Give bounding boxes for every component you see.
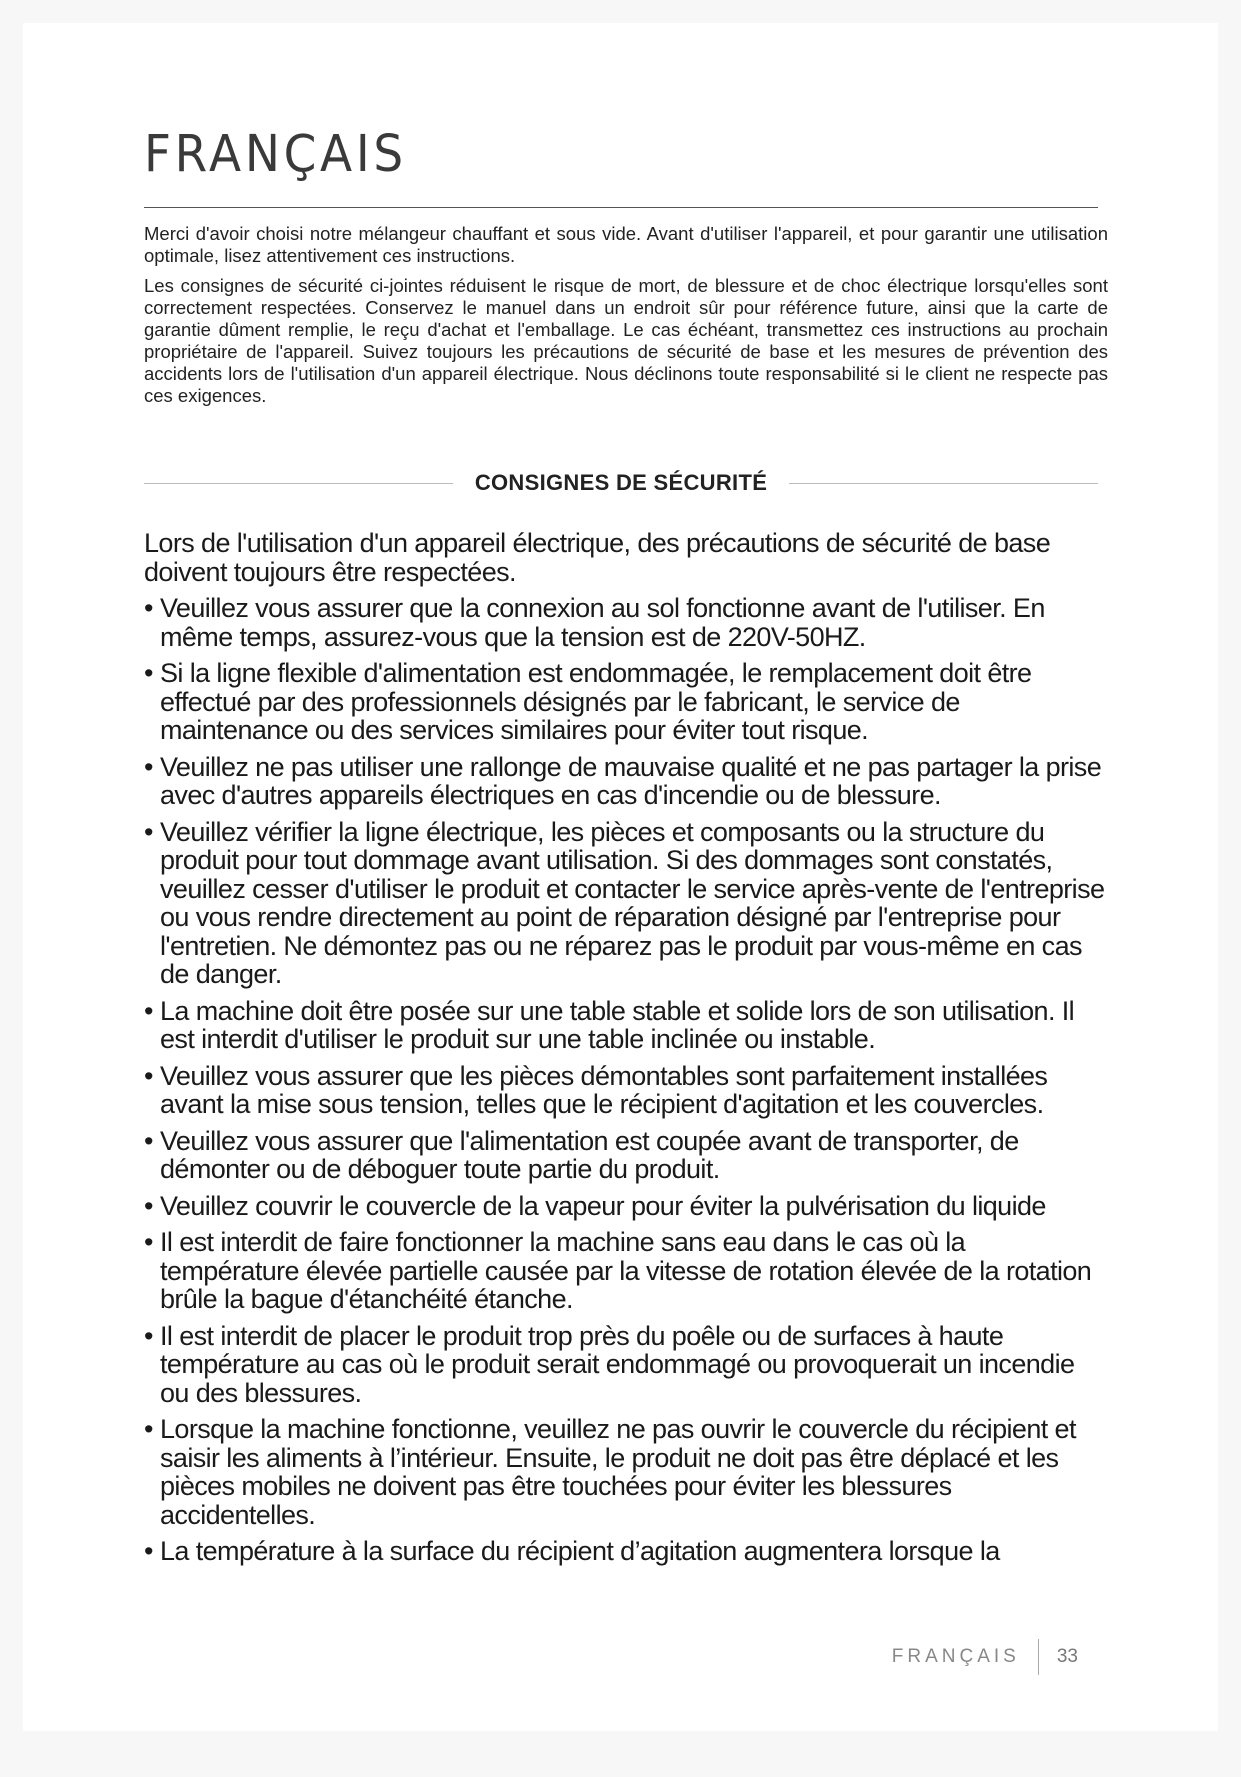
heading-rule-right [789,483,1098,484]
safety-item: • Lorsque la machine fonctionne, veuillez ne pas ouvrir le couvercle du récipient et saisir les aliments à l’intérieur. Ensuite, le produit ne doit pas être déplacé et les pièces mobiles ne doivent pas être touchées pour éviter les blessures accidentelles. [144,1415,1108,1529]
intro-text [144,223,1108,415]
intro-paragraph-2: Les consignes de sécurité ci-jointes réduisent le risque de mort, de blessure et de choc électrique lorsqu'elles sont correctement respectées. Conservez le manuel dans un endroit sûr pour référence future, ainsi que la carte de garantie dûment remplie, le reçu d'achat et l'emballage. Le cas échéant, transmettez ces instructions au prochain propriétaire de l'appareil. Suivez toujours les précautions de sécurité de base et les mesures de prévention des accidents lors de l'utilisation d'un appareil électrique. Nous déclinons toute responsabilité si le client ne respecte pas ces exigences. [144,275,1108,406]
page-number: 33 [1056,1646,1078,1667]
safety-item: • La machine doit être posée sur une table stable et solide lors de son utilisation. Il est interdit d'utiliser le produit sur une table inclinée ou instable. [144,997,1108,1054]
safety-item: • Il est interdit de placer le produit trop près du poêle ou de surfaces à haute température au cas où le produit serait endommagé ou provoquerait un incendie ou des blessures. [144,1322,1108,1408]
page-title: FRANÇAIS [144,125,407,184]
safety-item: • Si la ligne flexible d'alimentation est endommagée, le remplacement doit être effectué par des professionnels désignés par le fabricant, le service de maintenance ou des services similaires pour éviter tout risque. [144,659,1108,745]
safety-item: • Veuillez vous assurer que les pièces démontables sont parfaitement installées avant la mise sous tension, telles que le récipient d'agitation et les couvercles. [144,1062,1108,1119]
safety-instructions [144,529,1108,1574]
safety-item: • Veuillez vérifier la ligne électrique, les pièces et composants ou la structure du produit pour tout dommage avant utilisation. Si des dommages sont constatés, veuillez cesser d'utiliser le produit et contacter le service après-vente de l'entreprise ou vous rendre directement au point de réparation désigné par l'entreprise pour l'entretien. Ne démontez pas ou ne réparez pas le produit par vous-même en cas de danger. [144,818,1108,989]
safety-item: • La température à la surface du récipient d’agitation augmentera lorsque la [144,1537,1108,1566]
safety-lead: Lors de l'utilisation d'un appareil électrique, des précautions de sécurité de base doivent toujours être respectées. [144,528,1051,587]
safety-item: • Il est interdit de faire fonctionner la machine sans eau dans le cas où la température élevée partielle causée par la vitesse de rotation élevée de la rotation brûle la bague d'étanchéité étanche. [144,1228,1108,1314]
safety-item: • Veuillez vous assurer que l'alimentation est coupée avant de transporter, de démonter ou de déboguer toute partie du produit. [144,1127,1108,1184]
footer-language-label: FRANÇAIS [891,1646,1020,1667]
section-heading [144,470,1098,496]
safety-list [144,594,1108,1566]
page-footer [892,1637,1078,1677]
safety-item: • Veuillez vous assurer que la connexion au sol fonctionne avant de l'utiliser. En même temps, assurez-vous que la tension est de 220V-50HZ. [144,594,1108,651]
manual-page [23,23,1218,1731]
footer-divider [1038,1639,1039,1675]
heading-rule-left [144,483,453,484]
section-heading-label: CONSIGNES DE SÉCURITÉ [474,470,768,495]
safety-item: • Veuillez couvrir le couvercle de la vapeur pour éviter la pulvérisation du liquide [144,1192,1108,1221]
intro-paragraph-1: Merci d'avoir choisi notre mélangeur chauffant et sous vide. Avant d'utiliser l'appareil, et pour garantir une utilisation optimale, lisez attentivement ces instructions. [144,223,1108,266]
title-divider [144,207,1098,208]
safety-item: • Veuillez ne pas utiliser une rallonge de mauvaise qualité et ne pas partager la prise avec d'autres appareils électriques en cas d'incendie ou de blessure. [144,753,1108,810]
